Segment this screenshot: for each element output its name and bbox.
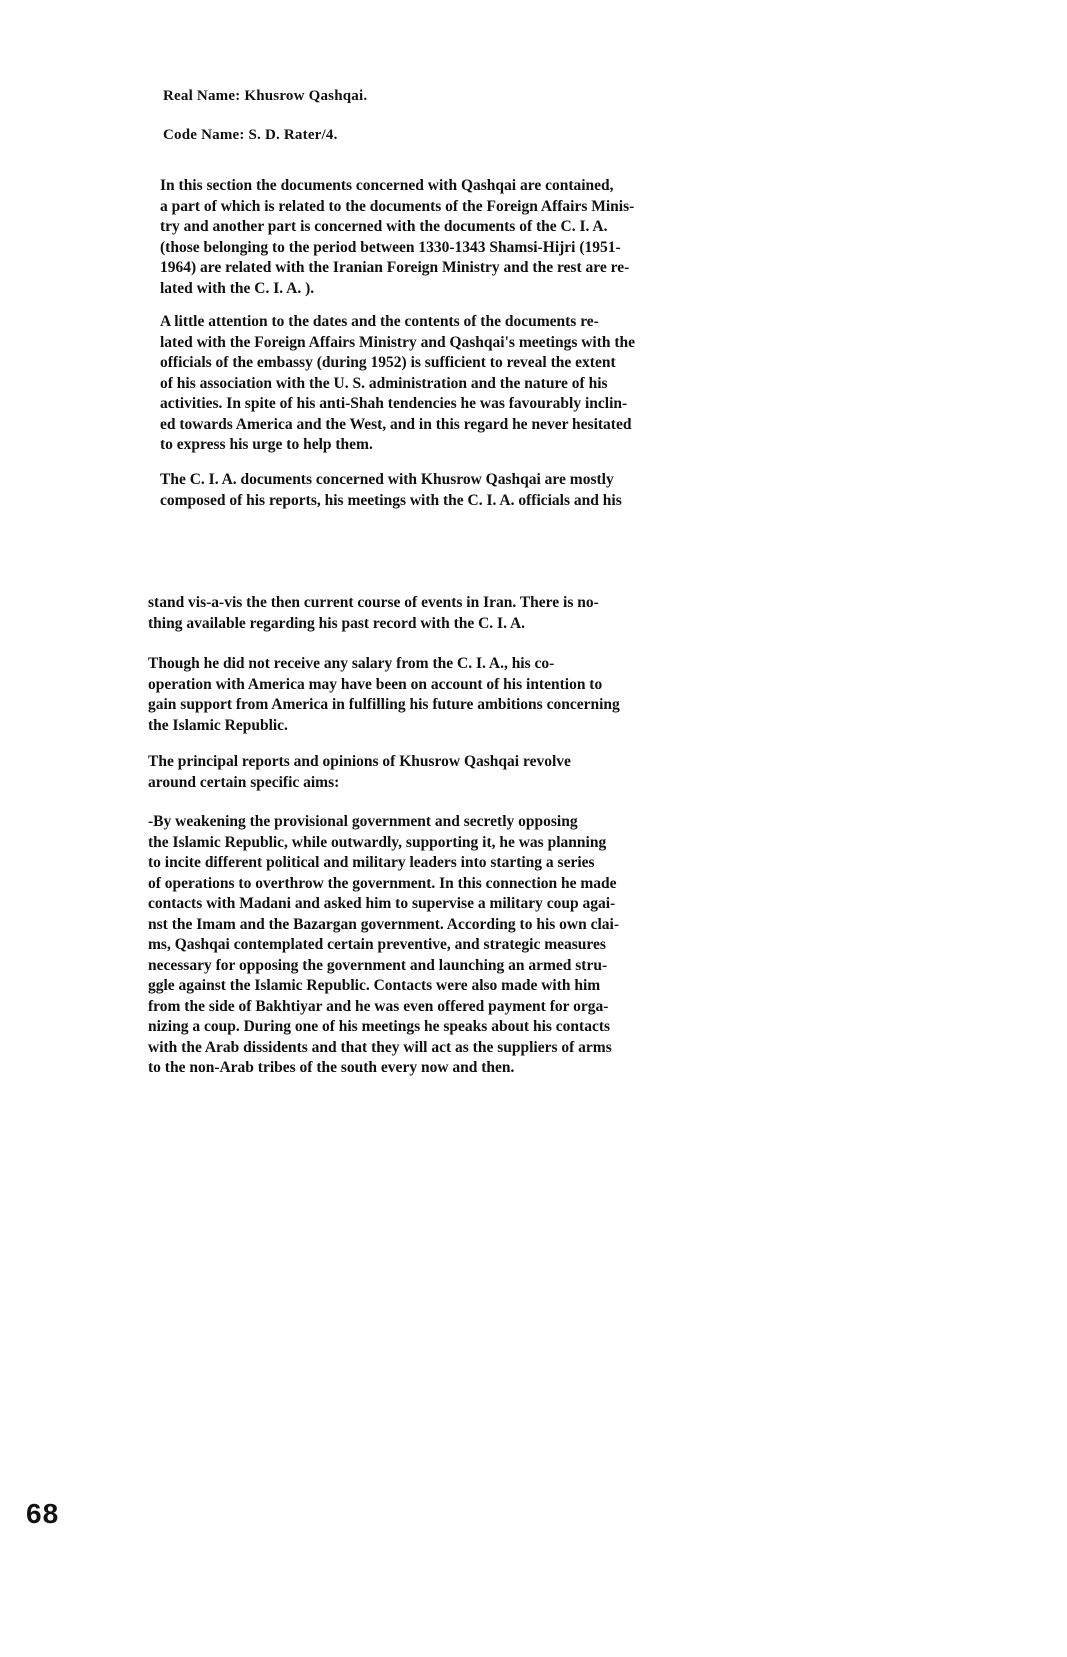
code-name-line: Code Name: S. D. Rater/4.: [163, 127, 338, 143]
paragraph-foreign-ministry: A little attention to the dates and the contents of the documents re- lated with the Foreign Affairs Ministry and Qashqai's meetings with the officials of the embassy (during 1952) is sufficient to reveal the extent of his association with the U. S. administration and the nature of his activities. In spite of his anti-Shah tendencies he was favourably inclin- ed towards America and the West, and in this regard he never hesitated to express his urge to help them.: [160, 313, 636, 453]
paragraph-cia-documents: The C. I. A. documents concerned with Khusrow Qashqai are mostly composed of his reports, his meetings with the C. I. A. officials and his: [160, 471, 622, 509]
paragraph-intro: In this section the documents concerned with Qashqai are contained, a part of which is related to the documents of the Foreign Affairs Minis- try and another part is concerned with the documents of the C. I. A. (those belonging to the period between 1330-1343 Shamsi-Hijri (1951- 1964) are related with the Iranian Foreign Ministry and the rest are re- lated with the C. I. A. ).: [160, 177, 635, 297]
page-number: 68: [26, 1498, 60, 1529]
paragraph-stand: stand vis-a-vis the then current course of events in Iran. There is no- thing available regarding his past record with the C. I. A.: [148, 594, 599, 632]
real-name-line: Real Name: Khusrow Qashqai.: [163, 88, 368, 104]
paragraph-cooperation: Though he did not receive any salary from the C. I. A., his co- operation with America may have been on account of his intention to gain support from America in fulfilling his future ambitions concerning the Islamic Republic.: [148, 655, 620, 734]
paragraph-aims: -By weakening the provisional government and secretly opposing the Islamic Republic, while outwardly, supporting it, he was planning to incite different political and military leaders into starting a series of operations to overthrow the government. In this connection he made contacts with Madani and asked him to supervise a military coup agai- nst the Imam and the Bazargan government. According to his own clai- ms, Qashqai contemplated certain preventive, and strategic measures necessary for opposing the government and launching an armed stru- ggle against the Islamic Republic. Contacts were also made with him from the side of Bakhtiyar and he was even offered payment for orga- nizing a coup. During one of his meetings he speaks about his contacts with the Arab dissidents and that they will act as the suppliers of arms to the non-Arab tribes of the south every now and then.: [148, 813, 620, 1076]
paragraph-principal-reports: The principal reports and opinions of Khusrow Qashqai revolve around certain specific aims:: [148, 753, 571, 791]
